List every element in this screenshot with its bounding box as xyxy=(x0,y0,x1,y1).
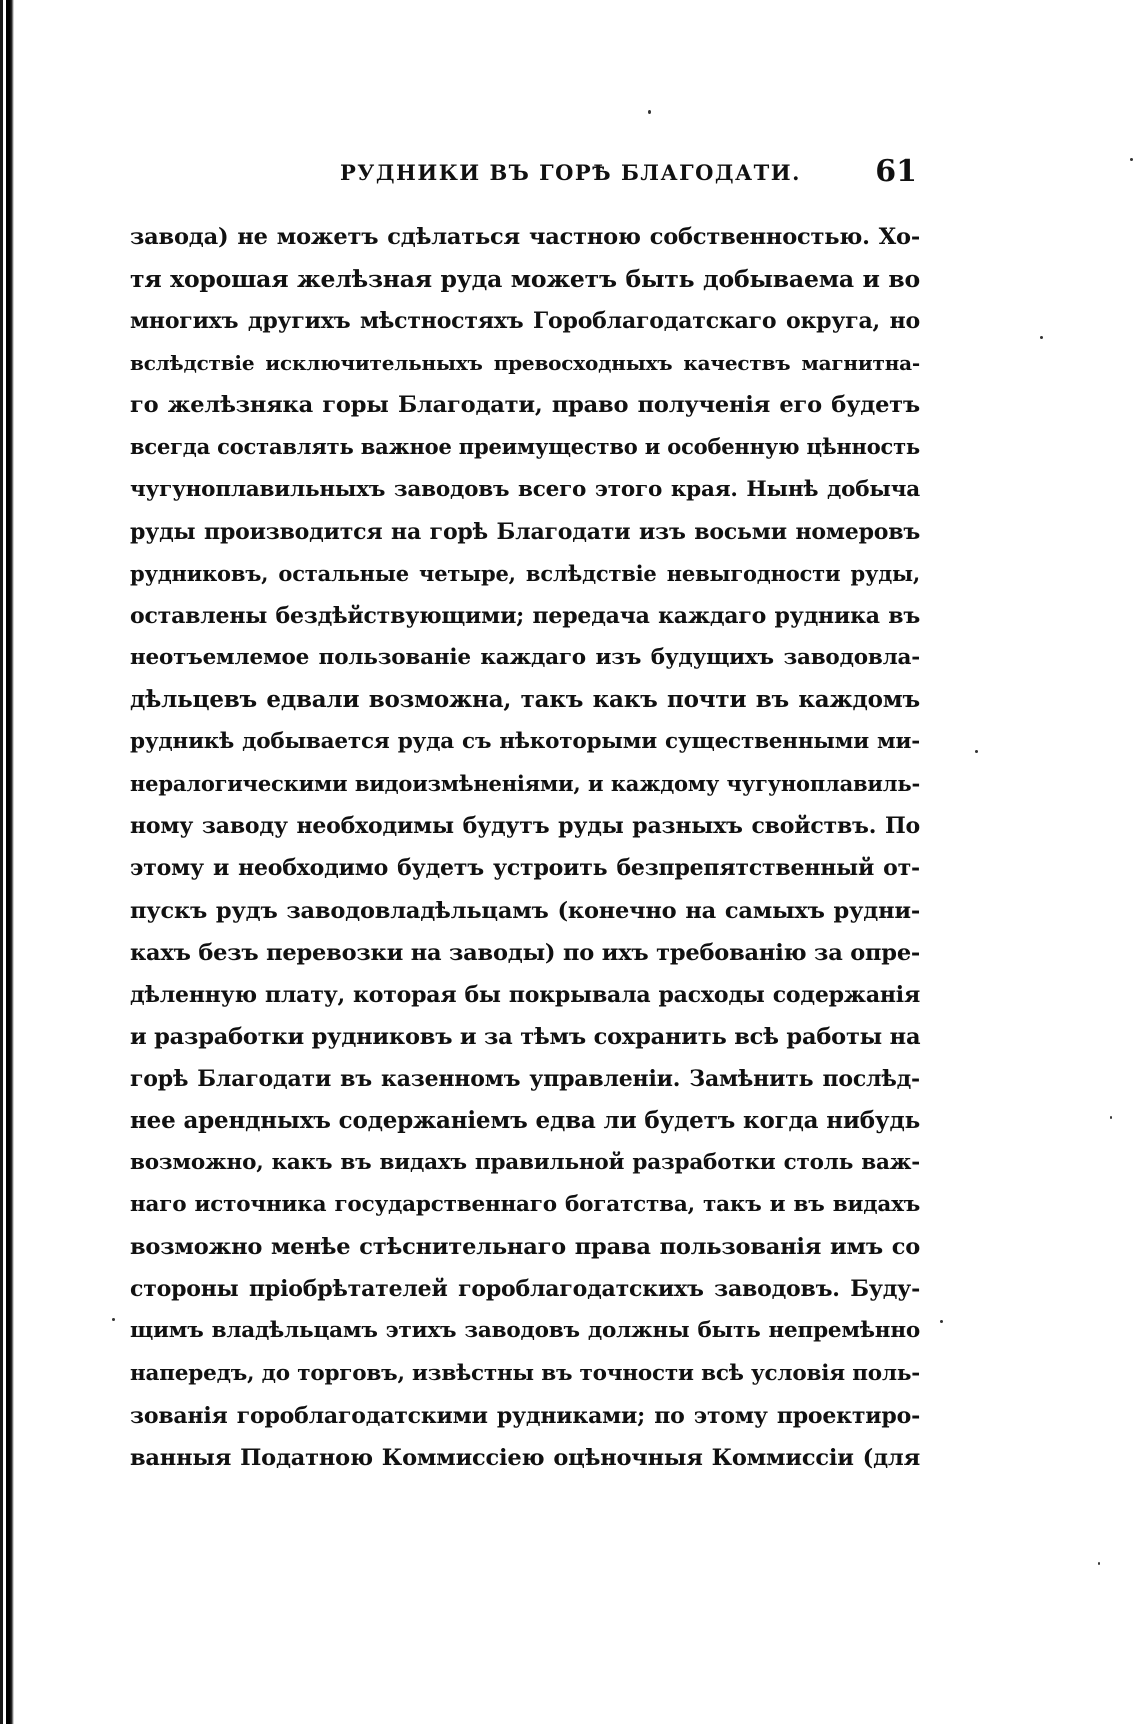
text-line: чугуноплавильныхъ заводовъ всего этого края. Нынѣ добыча xyxy=(130,476,920,502)
scan-speck xyxy=(1098,1562,1100,1565)
text-line: кахъ безъ перевозки на заводы) по ихъ требованію за опре- xyxy=(130,939,921,966)
text-line: руды производится на горѣ Благодати изъ восьми номеровъ xyxy=(130,518,920,545)
scan-edge-line xyxy=(0,0,3,1724)
text-line: нералогическими видоизмѣненіями, и каждому чугуноплавиль- xyxy=(130,771,920,797)
running-title: РУДНИКИ ВЪ ГОРѢ БЛАГОДАТИ. xyxy=(340,160,801,185)
text-line: многихъ другихъ мѣстностяхъ Гороблагодатскаго округа, но xyxy=(130,308,920,335)
text-line: горѣ Благодати въ казенномъ управленіи. Замѣнить послѣд- xyxy=(130,1065,920,1092)
scan-edge-shadow xyxy=(6,0,14,1724)
scan-speck xyxy=(1040,336,1043,339)
text-line: наго источника государственнаго богатства, такъ и въ видахъ xyxy=(130,1192,920,1218)
text-line: зованія гороблагодатскими рудниками; по этому проектиро- xyxy=(130,1402,920,1429)
text-line: этому и необходимо будетъ устроить безпрепятственный от- xyxy=(130,855,920,882)
text-line: возможно, какъ въ видахъ правильной разработки столь важ- xyxy=(130,1150,920,1176)
text-line: стороны пріобрѣтателей гороблагодатскихъ заводовъ. Буду- xyxy=(130,1276,920,1303)
text-line: всегда составлять важное преимущество и особенную цѣнность xyxy=(130,434,920,460)
page-number: 61 xyxy=(875,154,917,189)
text-line: тя хорошая желѣзная руда можетъ быть добываема и во xyxy=(130,265,920,294)
text-line: рудниковъ, остальные четыре, вслѣдствіе невыгодности руды, xyxy=(130,560,920,586)
text-line: ному заводу необходимы будутъ руды разныхъ свойствъ. По xyxy=(130,813,920,840)
text-line: рудникѣ добывается руда съ нѣкоторыми существенными ми- xyxy=(130,729,920,755)
running-header xyxy=(130,154,925,194)
text-line: неотъемлемое пользованіе каждаго изъ будущихъ заводовла- xyxy=(130,644,920,670)
scan-speck xyxy=(112,1318,115,1321)
text-line: напередъ, до торговъ, извѣстны въ точности всѣ условія поль- xyxy=(130,1360,920,1386)
scan-speck xyxy=(1130,158,1133,161)
scan-speck xyxy=(975,750,978,753)
text-line: дѣльцевъ едвали возможна, такъ какъ почти въ каждомъ xyxy=(130,686,920,714)
body-text xyxy=(130,216,920,1479)
scan-speck xyxy=(648,110,651,114)
text-line: ванныя Податною Коммиссіею оцѣночныя Коммиссіи (для xyxy=(130,1444,920,1471)
text-line: возможно менѣе стѣснительнаго права пользованія имъ со xyxy=(130,1234,920,1261)
scan-speck xyxy=(1110,1116,1112,1119)
text-line: пускъ рудъ заводовладѣльцамъ (конечно на самыхъ рудни- xyxy=(130,897,920,924)
text-line: щимъ владѣльцамъ этихъ заводовъ должны быть непремѣнно xyxy=(130,1318,920,1344)
text-line: дѣленную плату, которая бы покрывала расходы содержанія xyxy=(130,981,920,1008)
text-line: нее арендныхъ содержаніемъ едва ли будетъ когда нибудь xyxy=(130,1106,920,1134)
text-line: вслѣдствіе исключительныхъ превосходныхъ качествъ магнитна- xyxy=(130,351,920,376)
text-line: оставлены бездѣйствующими; передача каждаго рудника въ xyxy=(130,602,920,629)
scan-speck xyxy=(940,1320,943,1323)
text-line: завода) не можетъ сдѣлаться частною собственностью. Хо- xyxy=(130,224,920,250)
text-line: го желѣзняка горы Благодати, право полученія его будетъ xyxy=(130,392,920,419)
text-line: и разработки рудниковъ и за тѣмъ сохранить всѣ работы на xyxy=(130,1023,921,1050)
